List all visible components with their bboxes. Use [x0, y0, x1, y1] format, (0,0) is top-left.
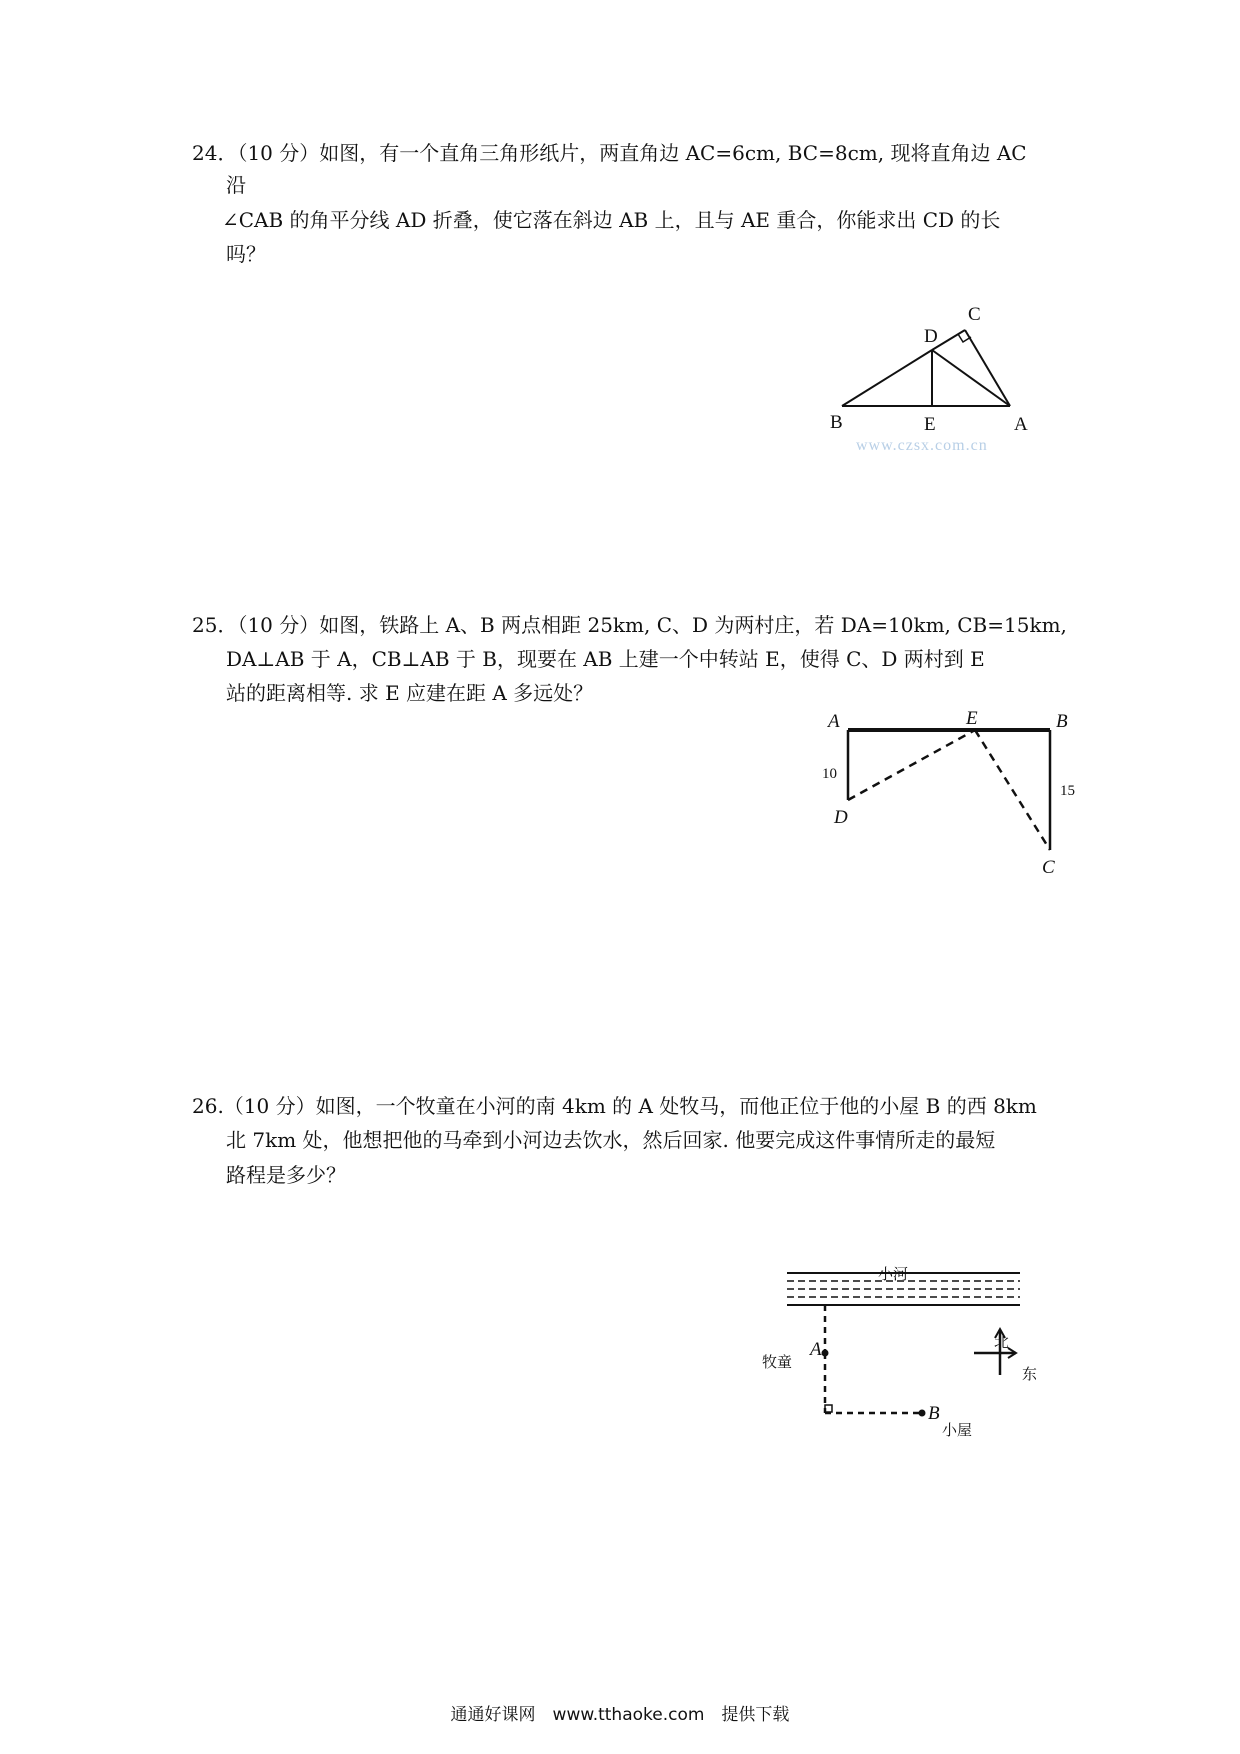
q26-point-A	[822, 1350, 829, 1357]
q25-label-A: A	[828, 711, 840, 732]
q24-segment-CA	[965, 330, 1010, 406]
q24-watermark: www.czsx.com.cn	[856, 437, 988, 454]
q24-label-A: A	[1014, 414, 1028, 435]
q25-line-1: 25．（10 分）如图，铁路上 A、B 两点相距 25km, C、D 为两村庄，若 DA=10km, CB=15km,	[192, 613, 1067, 637]
q24-figure	[800, 290, 1060, 470]
q24-line-3: ∠CAB 的角平分线 AD 折叠，使它落在斜边 AB 上，且与 AE 重合，你能求出 CD 的长	[222, 208, 1001, 232]
q25-label-E: E	[966, 708, 978, 729]
q24-label-C: C	[968, 304, 981, 325]
page-footer: 通通好课网 www.tthaoke.com 提供下载	[450, 1705, 790, 1725]
q24-line-4: 吗？	[226, 242, 266, 266]
q26-figure	[760, 1265, 1050, 1445]
q24-label-D: D	[924, 326, 938, 347]
q26-north-label: 北	[994, 1335, 1010, 1351]
q25-label-C: C	[1042, 857, 1055, 878]
q26-line-3: 路程是多少？	[226, 1163, 346, 1187]
q25-figure	[810, 705, 1090, 885]
q24-segment-DA	[932, 350, 1010, 406]
q24-label-B: B	[830, 412, 843, 433]
q26-river-label: 小河	[878, 1267, 909, 1283]
q26-cabin-label: 小屋	[942, 1423, 973, 1439]
q26-label-B: B	[928, 1403, 940, 1424]
q25-label-B: B	[1056, 711, 1068, 732]
q24-line-2: 沿	[226, 173, 246, 197]
q25-line-3: 站的距离相等. 求 E 应建在距 A 多远处？	[226, 681, 594, 705]
q26-line-1: 26.（10 分）如图，一个牧童在小河的南 4km 的 A 处牧马，而他正位于他的小屋 B 的西 8km	[192, 1094, 1037, 1118]
q26-east-label: 东	[1022, 1367, 1038, 1383]
q24-label-E: E	[924, 414, 936, 435]
q25-length-DA: 10	[822, 766, 837, 782]
q26-point-B	[919, 1410, 926, 1417]
q26-line-2: 北 7km 处，他想把他的马牵到小河边去饮水，然后回家. 他要完成这件事情所走的最短	[226, 1128, 996, 1152]
q25-segment-DE	[848, 730, 975, 800]
q25-segment-EC	[975, 730, 1050, 850]
q25-line-2: DA⊥AB 于 A，CB⊥AB 于 B，现要在 AB 上建一个中转站 E，使得 C、D 两村到 E	[226, 647, 985, 671]
q24-segment-BD	[842, 350, 932, 406]
q25-length-CB: 15	[1060, 783, 1075, 799]
q26-label-A: A	[810, 1339, 822, 1360]
q25-label-D: D	[834, 807, 848, 828]
q24-line-1: 24．（10 分）如图，有一个直角三角形纸片，两直角边 AC=6cm, BC=8cm, 现将直角边 AC	[192, 141, 1027, 165]
q26-herdsman-label: 牧童	[762, 1355, 793, 1371]
